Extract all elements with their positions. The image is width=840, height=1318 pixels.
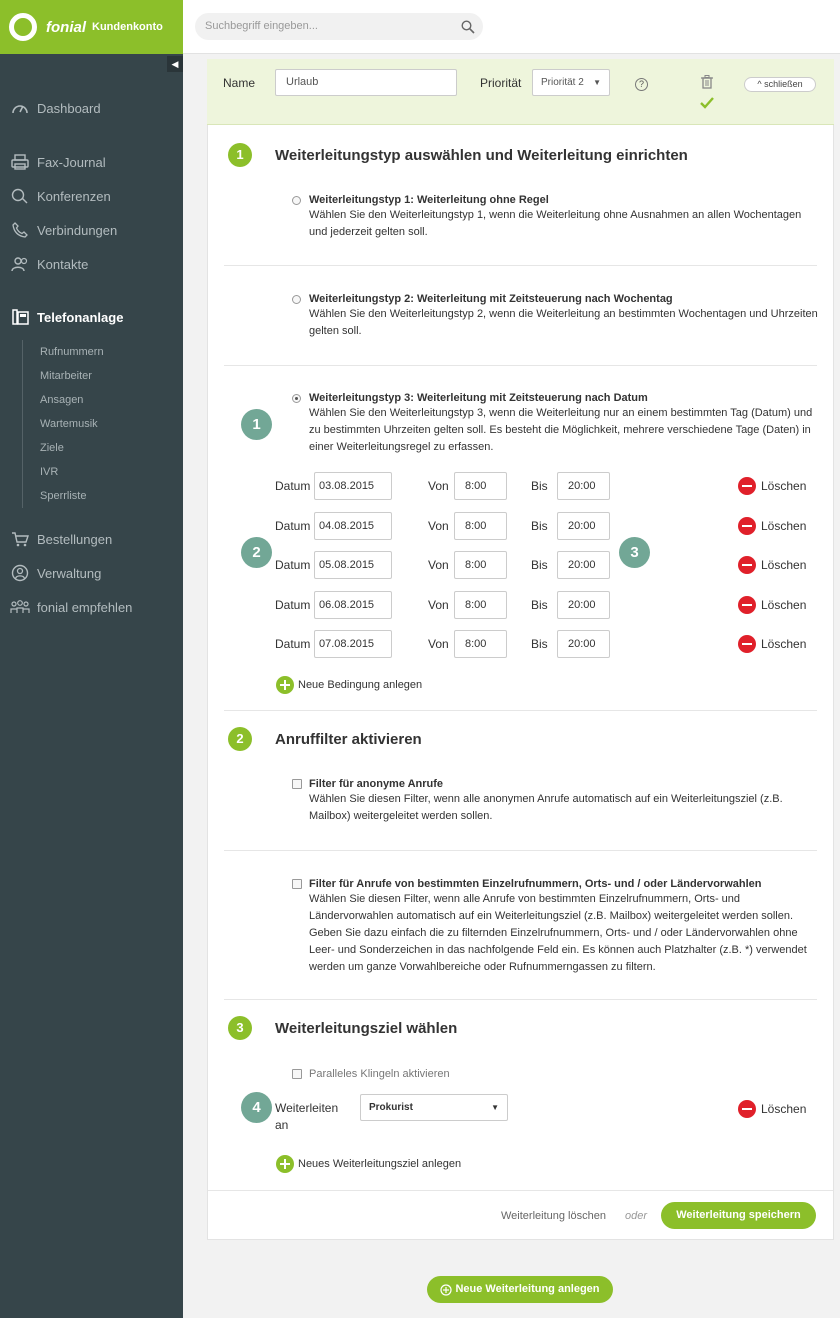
form-footer xyxy=(208,1190,833,1240)
contacts-icon xyxy=(10,255,30,273)
from-label: Von xyxy=(428,519,449,533)
divider xyxy=(224,365,817,366)
date-input[interactable]: 06.08.2015 xyxy=(314,591,392,619)
user-circle-icon xyxy=(10,564,30,582)
number-filter-option[interactable] xyxy=(292,877,822,976)
new-forwarding-label: Neue Weiterleitung anlegen xyxy=(455,1283,600,1295)
fonial-logo-icon xyxy=(9,13,37,41)
from-label: Von xyxy=(428,558,449,572)
to-time-input[interactable]: 20:00 xyxy=(557,551,610,579)
submenu-item-wartemusik[interactable]: Wartemusik xyxy=(40,418,98,430)
date-input[interactable]: 07.08.2015 xyxy=(314,630,392,658)
sidebar-item-label: Fax-Journal xyxy=(37,154,106,170)
to-label: Bis xyxy=(531,598,548,612)
to-label: Bis xyxy=(531,479,548,493)
add-target-label: Neues Weiterleitungsziel anlegen xyxy=(298,1158,462,1170)
section-title: Weiterleitungsziel wählen xyxy=(275,1020,458,1037)
callout-badge: 3 xyxy=(619,537,650,568)
to-time-input[interactable]: 20:00 xyxy=(557,512,610,540)
trash-icon[interactable] xyxy=(701,75,713,92)
from-label: Von xyxy=(428,637,449,651)
close-label: schließen xyxy=(764,79,803,89)
parallel-ringing-label: Paralleles Klingeln aktivieren xyxy=(309,1068,450,1080)
fax-icon xyxy=(10,153,30,171)
section-title: Weiterleitungstyp auswählen und Weiterleitung einrichten xyxy=(275,147,688,164)
delete-label: Löschen xyxy=(761,558,807,572)
sidebar-item-label: Verbindungen xyxy=(37,222,118,238)
sidebar-item-telefonanlage[interactable] xyxy=(0,305,183,329)
brand[interactable] xyxy=(0,0,183,54)
people-group-icon xyxy=(10,598,30,616)
sidebar-item-bestellungen[interactable] xyxy=(0,527,183,551)
close-button[interactable] xyxy=(744,77,816,92)
phone-system-icon xyxy=(10,308,30,326)
minus-circle-icon xyxy=(738,596,756,614)
brand-name: fonial xyxy=(46,18,86,36)
date-label: Datum xyxy=(275,519,311,533)
forwarding-type-3-option[interactable] xyxy=(292,391,822,456)
or-label: oder xyxy=(625,1210,648,1222)
sidebar-item-fax-journal[interactable] xyxy=(0,150,183,174)
delete-label: Löschen xyxy=(761,637,807,651)
minus-circle-icon xyxy=(738,1100,756,1118)
submenu-item-ziele[interactable]: Ziele xyxy=(40,442,64,454)
add-condition-label: Neue Bedingung anlegen xyxy=(298,679,423,691)
delete-condition-button[interactable] xyxy=(738,635,806,653)
date-condition-row xyxy=(268,472,808,500)
delete-label: Löschen xyxy=(761,598,807,612)
sidebar-item-label: Kontakte xyxy=(37,256,89,272)
add-target-button[interactable] xyxy=(276,1155,461,1173)
chat-bubbles-icon xyxy=(10,187,30,205)
divider xyxy=(224,999,817,1000)
radio-button-selected[interactable] xyxy=(292,394,301,403)
speedometer-icon xyxy=(10,99,30,117)
priority-value: Priorität 2 xyxy=(541,77,584,88)
to-label: Bis xyxy=(531,637,548,651)
from-label: Von xyxy=(428,479,449,493)
rule-name-input[interactable]: Urlaub xyxy=(275,69,457,96)
phone-icon xyxy=(10,221,30,239)
sidebar-item-label: fonial empfehlen xyxy=(37,599,133,615)
submenu-item-ivr[interactable]: IVR xyxy=(40,466,59,478)
date-condition-row xyxy=(268,591,808,619)
date-condition-row xyxy=(268,551,808,579)
callout-badge: 4 xyxy=(241,1092,272,1123)
search-placeholder: Suchbegriff eingeben... xyxy=(205,20,318,32)
option-description: Wählen Sie den Weiterleitungstyp 1, wenn die Weiterleitung ohne Ausnahmen an allen Wochentagen und jederzeit gelten soll. xyxy=(309,209,802,238)
minus-circle-icon xyxy=(738,556,756,574)
option-title: Weiterleitungstyp 1: Weiterleitung ohne Regel xyxy=(309,194,549,206)
sidebar-item-kontakte[interactable] xyxy=(0,252,183,276)
help-icon[interactable]: ? xyxy=(635,78,648,91)
forwarding-type-2-option[interactable] xyxy=(292,292,822,340)
delete-target-button[interactable] xyxy=(738,1100,806,1118)
step-number: 1 xyxy=(228,143,252,167)
rule-header xyxy=(207,59,834,125)
date-label: Datum xyxy=(275,479,311,493)
radio-button[interactable] xyxy=(292,196,301,205)
date-input[interactable]: 05.08.2015 xyxy=(314,551,392,579)
plus-circle-icon xyxy=(276,1155,294,1173)
minus-circle-icon xyxy=(738,477,756,495)
sidebar-item-label: Dashboard xyxy=(37,100,101,116)
brand-subtitle: Kundenkonto xyxy=(92,21,163,33)
radio-button[interactable] xyxy=(292,295,301,304)
filter-title: Filter für Anrufe von bestimmten Einzelrufnummern, Orts- und / oder Ländervorwahlen xyxy=(309,878,762,890)
delete-condition-button[interactable] xyxy=(738,556,806,574)
divider xyxy=(224,850,817,851)
delete-condition-button[interactable] xyxy=(738,517,806,535)
forwarding-panel xyxy=(207,125,834,1240)
collapse-sidebar-button[interactable]: ◀ xyxy=(167,56,183,72)
step-number: 3 xyxy=(228,1016,252,1040)
name-label: Name xyxy=(223,76,256,90)
priority-label: Priorität xyxy=(480,76,522,90)
plus-circle-icon xyxy=(276,676,294,694)
caret-down-icon: ▼ xyxy=(491,1103,499,1112)
sidebar-item-fonial-empfehlen[interactable] xyxy=(0,595,183,619)
date-condition-row xyxy=(268,630,808,658)
checkbox[interactable] xyxy=(292,879,302,889)
from-time-input[interactable]: 8:00 xyxy=(454,591,507,619)
callout-badge: 1 xyxy=(241,409,272,440)
search-icon[interactable] xyxy=(461,18,475,45)
sidebar-item-verwaltung[interactable] xyxy=(0,561,183,585)
divider xyxy=(224,265,817,266)
delete-forwarding-link[interactable]: Weiterleitung löschen xyxy=(501,1210,606,1222)
to-time-input[interactable]: 20:00 xyxy=(557,591,610,619)
delete-label: Löschen xyxy=(761,1102,807,1116)
forwarding-type-1-option[interactable] xyxy=(292,193,822,241)
date-input[interactable]: 04.08.2015 xyxy=(314,512,392,540)
parallel-ringing-option[interactable] xyxy=(292,1067,822,1081)
date-label: Datum xyxy=(275,598,311,612)
option-description: Wählen Sie den Weiterleitungstyp 2, wenn die Weiterleitung an bestimmten Wochentagen und Uhrzeiten gelten soll. xyxy=(309,308,818,337)
forward-target-select[interactable] xyxy=(360,1094,508,1121)
date-input[interactable]: 03.08.2015 xyxy=(314,472,392,500)
search-input[interactable] xyxy=(195,13,483,40)
forward-target-value: Prokurist xyxy=(369,1102,413,1113)
minus-circle-icon xyxy=(738,635,756,653)
delete-condition-button[interactable] xyxy=(738,596,806,614)
date-condition-row xyxy=(268,512,808,540)
filter-description: Wählen Sie diesen Filter, wenn alle Anrufe von bestimmten Einzelrufnummern, Orts- und Ländervorwahlen automatisch auf ein Weiterleitungsziel (z.B. Mailbox) weitergeleitet werden sollen. Geben Sie dazu einfach die zu filternden Einzelrufnummern, Orts- und / oder Ländervorwahlen ohne Leer- und Sonderzeichen in das nachfolgende Feld ein. Es können auch Platzhalter (z.B. *) verwendet werden um ganze Vorwahlbereiche oder Rufnummerngassen zu filtern. xyxy=(309,893,807,973)
shopping-cart-icon xyxy=(10,530,30,548)
option-title: Weiterleitungstyp 2: Weiterleitung mit Zeitsteuerung nach Wochentag xyxy=(309,293,673,305)
sidebar-item-dashboard[interactable] xyxy=(0,96,183,120)
submenu-item-rufnummern[interactable]: Rufnummern xyxy=(40,346,104,358)
checkbox[interactable] xyxy=(292,1069,302,1079)
check-icon xyxy=(700,97,714,112)
forward-to-label: Weiterleiten an xyxy=(275,1101,339,1132)
top-bar xyxy=(183,0,840,54)
minus-circle-icon xyxy=(738,517,756,535)
sidebar-item-label: Verwaltung xyxy=(37,565,102,581)
sidebar-item-konferenzen[interactable] xyxy=(0,184,183,208)
sidebar xyxy=(0,0,183,1318)
option-description: Wählen Sie den Weiterleitungstyp 3, wenn die Weiterleitung nur an einem bestimmten Tag (Datum) und zu bestimmten Uhrzeiten gelten soll. Es besteht die Möglichkeit, mehrere verschiedene Tage (Daten) in einer Weiterleitungsregel zu erfassen. xyxy=(309,407,813,453)
save-forwarding-button[interactable]: Weiterleitung speichern xyxy=(661,1202,816,1229)
to-time-input[interactable]: 20:00 xyxy=(557,472,610,500)
new-forwarding-button[interactable] xyxy=(427,1276,613,1303)
chevron-up-icon: ^ xyxy=(757,79,762,89)
date-label: Datum xyxy=(275,558,311,572)
divider xyxy=(224,710,817,711)
to-time-input[interactable]: 20:00 xyxy=(557,630,610,658)
add-condition-button[interactable] xyxy=(276,676,422,694)
submenu-item-mitarbeiter[interactable]: Mitarbeiter xyxy=(40,370,92,382)
step-number: 2 xyxy=(228,727,252,751)
sidebar-item-verbindungen[interactable] xyxy=(0,218,183,242)
telefonanlage-submenu xyxy=(22,340,162,508)
submenu-item-sperrliste[interactable]: Sperrliste xyxy=(40,490,87,502)
from-time-input[interactable]: 8:00 xyxy=(454,512,507,540)
anonymous-filter-option[interactable] xyxy=(292,777,822,825)
filter-title: Filter für anonyme Anrufe xyxy=(309,778,444,790)
from-label: Von xyxy=(428,598,449,612)
delete-condition-button[interactable] xyxy=(738,477,806,495)
delete-label: Löschen xyxy=(761,479,807,493)
callout-badge: 2 xyxy=(241,537,272,568)
date-label: Datum xyxy=(275,637,311,651)
from-time-input[interactable]: 8:00 xyxy=(454,472,507,500)
from-time-input[interactable]: 8:00 xyxy=(454,630,507,658)
delete-label: Löschen xyxy=(761,519,807,533)
from-time-input[interactable]: 8:00 xyxy=(454,551,507,579)
priority-select[interactable] xyxy=(532,69,610,96)
sidebar-item-label: Konferenzen xyxy=(37,188,111,204)
section-title: Anruffilter aktivieren xyxy=(275,731,422,748)
filter-description: Wählen Sie diesen Filter, wenn alle anonymen Anrufe automatisch auf ein Weiterleitungsziel (z.B. Mailbox) weitergeleitet werden sollen. xyxy=(309,793,783,822)
sidebar-item-label: Telefonanlage xyxy=(37,309,124,325)
caret-down-icon: ▼ xyxy=(593,78,601,87)
checkbox[interactable] xyxy=(292,779,302,789)
plus-circle-icon xyxy=(440,1284,452,1296)
submenu-item-ansagen[interactable]: Ansagen xyxy=(40,394,84,406)
option-title: Weiterleitungstyp 3: Weiterleitung mit Zeitsteuerung nach Datum xyxy=(309,392,648,404)
to-label: Bis xyxy=(531,519,548,533)
to-label: Bis xyxy=(531,558,548,572)
sidebar-item-label: Bestellungen xyxy=(37,531,113,547)
